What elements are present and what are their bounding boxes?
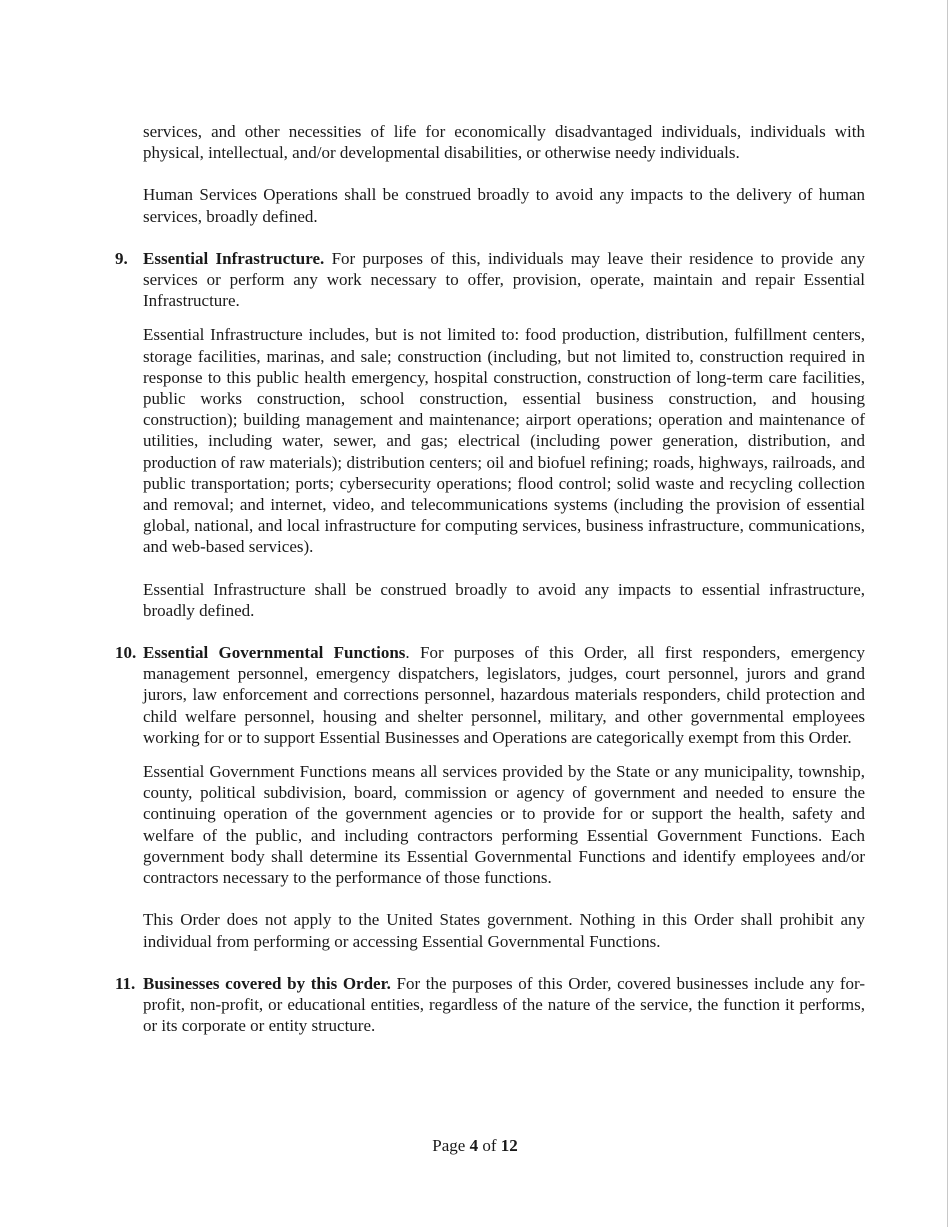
page-label: Page xyxy=(432,1136,466,1155)
government-functions-paragraph: Essential Government Functions means all services provided by the State or any municipality, township, county, political subdivision, board, commission or agency of government and needed to ensure the continuing operation of the government agencies or to provide for or support the health, safety and welfare of the public, and including contractors performing Essential Government Functions. Each government body shall determine its Essential Governmental Functions and identify employees and/or contractors necessary to the performance of those functions. xyxy=(143,762,865,888)
infrastructure-construal-paragraph: Essential Infrastructure shall be construed broadly to avoid any impacts to essential infrastructure, broadly defined. xyxy=(143,579,865,620)
human-services-paragraph: Human Services Operations shall be construed broadly to avoid any impacts to the delivery of human services, broadly defined. xyxy=(143,185,865,226)
section-item-9 xyxy=(115,248,865,312)
us-government-paragraph: This Order does not apply to the United States government. Nothing in this Order shall prohibit any individual from performing or accessing Essential Governmental Functions. xyxy=(143,910,865,951)
page-footer xyxy=(0,1135,950,1156)
page-edge-divider xyxy=(947,0,948,1227)
section-intro: For the purposes of this Order, covered businesses include any for-profit, non-profit, or educational entities, regardless of the nature of the service, the function it performs, or its corporate or entity structure. xyxy=(143,973,865,1036)
section-intro: . For purposes of this Order, all first responders, emergency management personnel, emergency dispatchers, legislators, judges, court personnel, jurors and grand jurors, law enforcement and corrections personnel, hazardous materials responders, child protection and child welfare personnel, housing and shelter personnel, military, and other governmental employees working for or to support Essential Businesses and Operations are categorically exempt from this Order. xyxy=(143,643,865,747)
document-body xyxy=(115,121,865,1036)
section-intro: For purposes of this, individuals may leave their residence to provide any services or perform any work necessary to offer, provision, operate, maintain and repair Essential Infrastructure. xyxy=(143,248,865,311)
section-heading: Businesses covered by this Order. xyxy=(143,973,391,993)
page-of-label: of xyxy=(482,1136,497,1155)
total-page-count: 12 xyxy=(500,1136,518,1155)
section-item-10 xyxy=(115,642,865,748)
infrastructure-list-paragraph: Essential Infrastructure includes, but is not limited to: food production, distribution, fulfillment centers, storage facilities, marinas, and sale; construction (including, but not limited to, construction required in response to this public health emergency, hospital construction, construction of long-term care facilities, public works construction, school construction, essential business construction, and housing construction); building management and maintenance; airport operations; operation and maintenance of utilities, including water, sewer, and gas; electrical (including power generation, distribution, and production of raw materials); distribution centers; oil and biofuel refining; roads, highways, railroads, and public transportation; ports; cybersecurity operations; flood control; solid waste and recycling collection and removal; and internet, video, and telecommunications systems (including the provision of essential global, national, and local infrastructure for computing services, business infrastructure, communications, and web-based services). xyxy=(143,325,865,557)
section-number: 10. xyxy=(115,643,137,663)
section-item-11 xyxy=(115,973,865,1037)
section-number: 9. xyxy=(115,248,128,268)
current-page-number: 4 xyxy=(469,1136,479,1155)
section-number: 11. xyxy=(115,973,136,993)
continuation-paragraph: services, and other necessities of life for economically disadvantaged individuals, individuals with physical, intellectual, and/or developmental disabilities, or otherwise needy individuals. xyxy=(143,122,865,163)
section-heading: Essential Infrastructure. xyxy=(143,248,325,268)
section-heading: Essential Governmental Functions xyxy=(143,643,406,663)
